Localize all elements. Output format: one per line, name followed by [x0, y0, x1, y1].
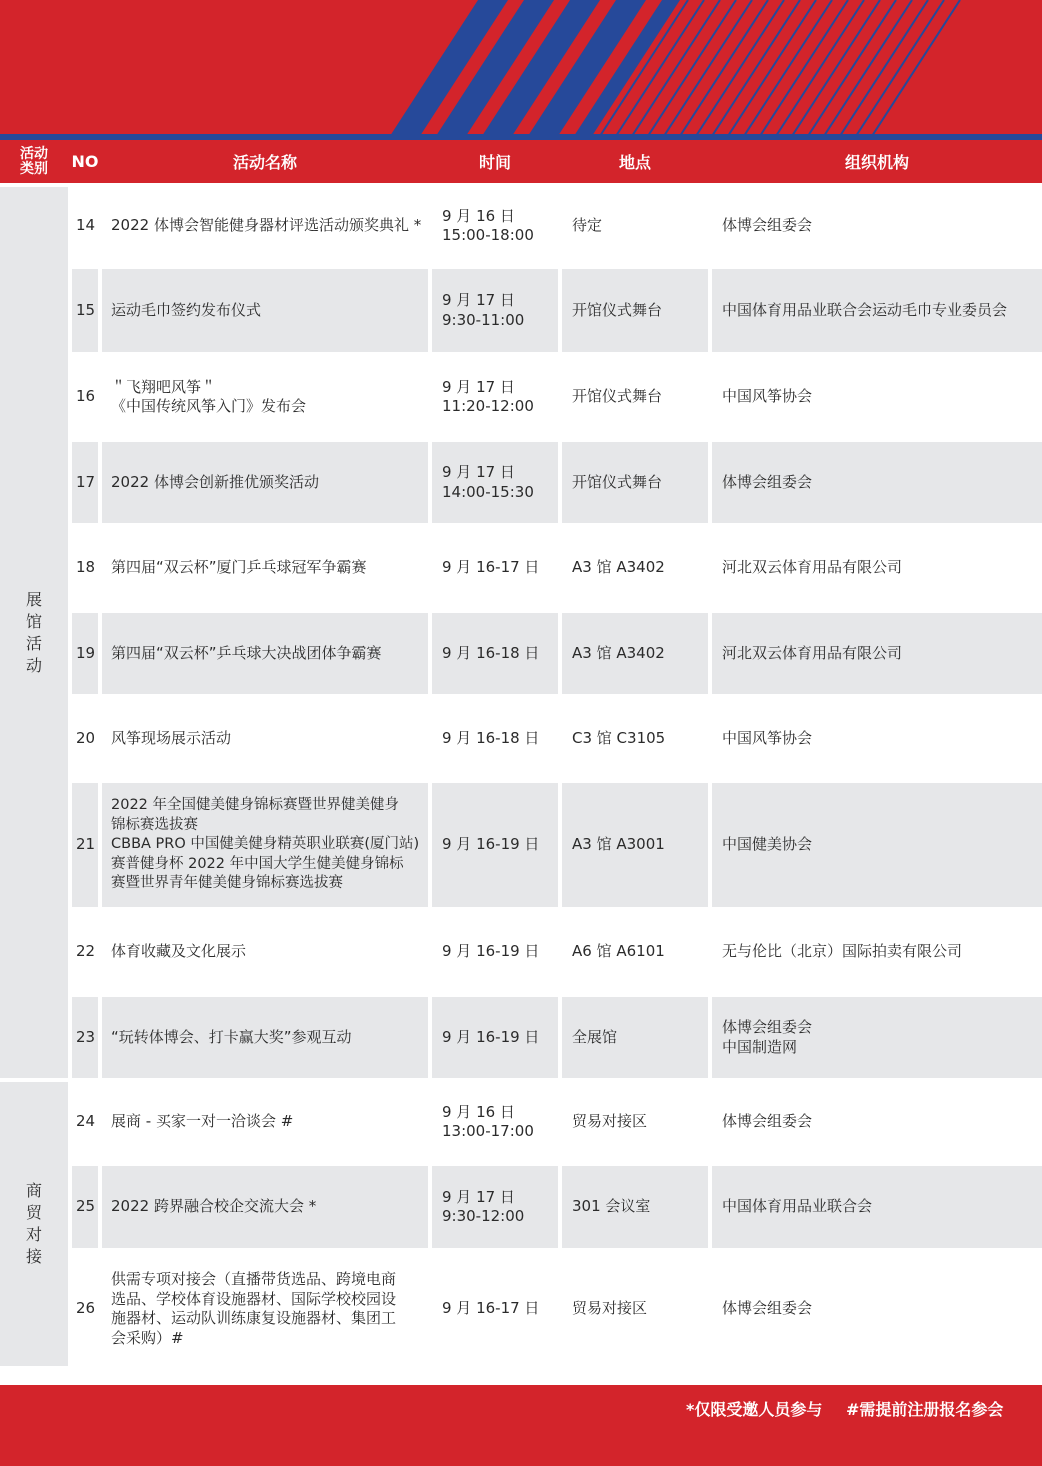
- footnote-invited-only: *仅限受邀人员参与: [686, 1400, 823, 1419]
- table-row: [72, 1166, 1042, 1248]
- row-place: 开馆仪式舞台: [562, 442, 708, 523]
- row-no: 22: [76, 942, 96, 961]
- row-time: 9 月 16-18 日: [442, 728, 540, 747]
- row-place: A3 馆 A3402: [572, 558, 665, 577]
- category-label: 展馆活动: [25, 589, 42, 675]
- row-org: 中国体育用品业联合会: [712, 1166, 1042, 1248]
- row-place: 301 会议室: [562, 1166, 708, 1248]
- row-no: 14: [76, 216, 96, 235]
- row-place: A6 馆 A6101: [572, 942, 665, 961]
- row-time: 9 月 16 日 13:00-17:00: [442, 1102, 534, 1140]
- row-name: ＂飞翔吧风筝＂ 《中国传统风筝入门》发布会: [111, 377, 307, 415]
- row-org: 河北双云体育用品有限公司: [712, 613, 1042, 694]
- header-org: 组织机构: [844, 153, 909, 172]
- row-time: 9 月 17 日 9:30-11:00: [432, 269, 558, 352]
- row-org: 中国体育用品业联合会运动毛巾专业委员会: [712, 269, 1042, 352]
- row-org: 体博会组委会: [722, 216, 813, 235]
- row-name: 展商 - 买家一对一洽谈会 #: [111, 1112, 294, 1131]
- table-row: [72, 527, 1042, 609]
- row-time: 9 月 16-17 日: [442, 1299, 540, 1318]
- row-no: 25: [72, 1166, 98, 1248]
- row-name: 供需专项对接会（直播带货选品、跨境电商 选品、学校体育设施器材、国际学校校园设 施器材、运动队训练康复设施器材、集团工 会采购）#: [111, 1270, 397, 1347]
- table-row: [72, 187, 1042, 265]
- row-place: A3 馆 A3402: [562, 613, 708, 694]
- row-org: 中国风筝协会: [722, 728, 813, 747]
- category-label: 商贸对接: [25, 1181, 42, 1266]
- row-place: 待定: [572, 216, 603, 235]
- row-org: 体博会组委会 中国制造网: [712, 997, 1042, 1078]
- row-no: 20: [76, 728, 96, 747]
- footer-band: [0, 1385, 1042, 1466]
- row-place: 开馆仪式舞台: [572, 387, 663, 406]
- row-time: 9 月 16-19 日: [442, 942, 540, 961]
- header-place: 地点: [618, 153, 651, 172]
- row-time: 9 月 17 日 11:20-12:00: [442, 377, 534, 415]
- row-place: 开馆仪式舞台: [562, 269, 708, 352]
- header-no: NO: [71, 152, 99, 171]
- category-panel-trade: [0, 1082, 68, 1366]
- row-time: 9 月 17 日 9:30-12:00: [432, 1166, 558, 1248]
- header-time: 时间: [478, 153, 511, 172]
- row-org: 河北双云体育用品有限公司: [722, 558, 903, 577]
- table-row: [72, 269, 1042, 352]
- row-name: 运动毛巾签约发布仪式: [102, 269, 428, 352]
- footnote-registration-required: #需提前注册报名参会: [846, 1400, 1004, 1419]
- table-row: [72, 783, 1042, 907]
- row-place: 贸易对接区: [572, 1112, 648, 1131]
- row-name: “玩转体博会、打卡赢大奖”参观互动: [102, 997, 428, 1078]
- row-org: 体博会组委会: [722, 1299, 813, 1318]
- row-no: 23: [72, 997, 98, 1078]
- row-org: 中国风筝协会: [722, 387, 813, 406]
- top-banner: [0, 0, 1042, 136]
- row-time: 9 月 16-19 日: [432, 783, 558, 907]
- row-name: 2022 体博会创新推优颁奖活动: [102, 442, 428, 523]
- row-no: 26: [76, 1299, 96, 1318]
- table-row: [72, 911, 1042, 993]
- row-name: 体育收藏及文化展示: [111, 942, 247, 961]
- row-no: 24: [76, 1112, 96, 1131]
- table-row: [72, 1082, 1042, 1162]
- row-no: 18: [76, 558, 96, 577]
- category-panel-exhibition: [0, 187, 68, 1078]
- row-time: 9 月 16 日 15:00-18:00: [442, 206, 534, 244]
- row-no: 16: [76, 387, 96, 406]
- row-name: 2022 体博会智能健身器材评选活动颁奖典礼 *: [111, 216, 422, 235]
- header-name: 活动名称: [232, 153, 297, 172]
- header-category: 活动 类别: [20, 145, 48, 177]
- table-header: [0, 140, 1042, 183]
- row-org: 体博会组委会: [722, 1112, 813, 1131]
- row-no: 17: [72, 442, 98, 523]
- row-name: 第四届“双云杯”乒乓球大决战团体争霸赛: [102, 613, 428, 694]
- row-org: 无与伦比（北京）国际拍卖有限公司: [722, 942, 963, 961]
- row-place: C3 馆 C3105: [572, 728, 666, 747]
- row-no: 21: [72, 783, 98, 907]
- row-time: 9 月 16-19 日: [432, 997, 558, 1078]
- table-row: [72, 613, 1042, 694]
- row-time: 9 月 17 日 14:00-15:30: [432, 442, 558, 523]
- row-no: 19: [72, 613, 98, 694]
- row-org: 中国健美协会: [712, 783, 1042, 907]
- row-place: 贸易对接区: [572, 1299, 648, 1318]
- table-row: [72, 356, 1042, 438]
- row-name: 2022 跨界融合校企交流大会 *: [102, 1166, 428, 1248]
- row-time: 9 月 16-18 日: [432, 613, 558, 694]
- row-no: 15: [72, 269, 98, 352]
- row-org: 体博会组委会: [712, 442, 1042, 523]
- table-row: [72, 1252, 1042, 1366]
- row-name: 2022 年全国健美健身锦标赛暨世界健美健身 锦标赛选拔赛 CBBA PRO 中国健美健身精英职业联赛(厦门站) 赛普健身杯 2022 年中国大学生健美健身锦标 赛暨世界青年健美健身锦标赛选拔赛: [102, 783, 428, 907]
- row-place: 全展馆: [562, 997, 708, 1078]
- row-time: 9 月 16-17 日: [442, 558, 540, 577]
- row-name: 第四届“双云杯”厦门乒乓球冠军争霸赛: [111, 558, 367, 577]
- table-row: [72, 698, 1042, 779]
- row-name: 风筝现场展示活动: [111, 728, 232, 747]
- stripe-decoration-icon: [0, 0, 1042, 136]
- row-place: A3 馆 A3001: [562, 783, 708, 907]
- table-row: [72, 442, 1042, 523]
- table-row: [72, 997, 1042, 1078]
